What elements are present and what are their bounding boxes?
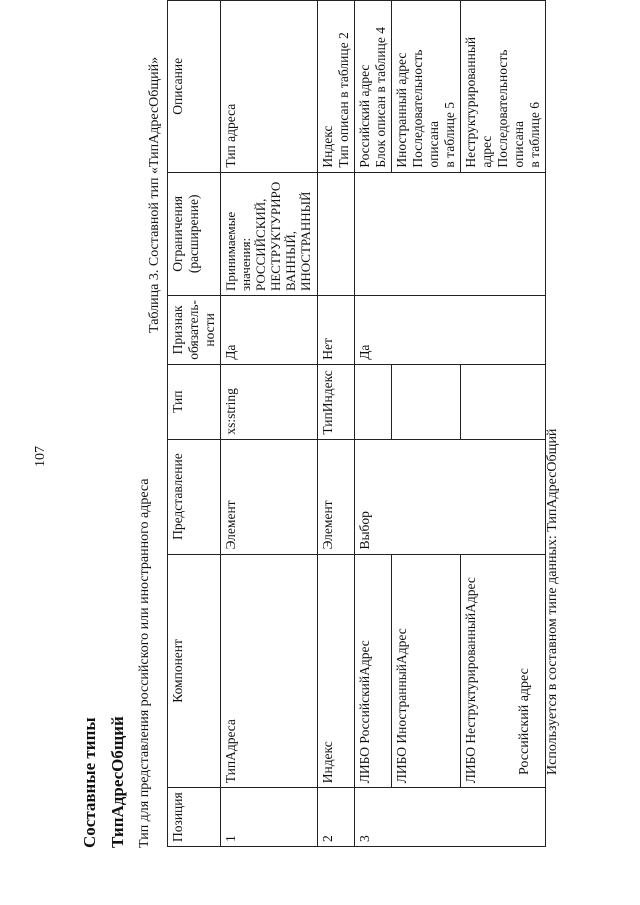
cell-type <box>355 364 392 439</box>
cell-description <box>355 1 392 173</box>
cell-description <box>392 1 461 173</box>
cell-type <box>392 364 461 439</box>
cell-required: Да <box>221 296 318 365</box>
cell-representation: Выбор <box>355 439 392 554</box>
cell-restrictions <box>318 172 355 295</box>
cell-representation <box>392 439 461 554</box>
description-line: Неструктурированный адрес <box>463 36 494 168</box>
cell-component: ЛИБО ИностранныйАдрес <box>392 554 461 788</box>
cell-restrictions <box>221 172 318 295</box>
description-line: Индекс <box>320 125 335 168</box>
header-description: Описание <box>168 1 221 173</box>
table-row <box>392 1 461 847</box>
cell-description <box>318 1 355 173</box>
cell-component: ЛИБО НеструктурированныйАдрес <box>461 554 546 788</box>
cell-position: 1 <box>221 788 318 847</box>
table-caption: Таблица 3. Составной тип «ТипАдресОбщий» <box>147 56 162 333</box>
table-row <box>318 1 355 847</box>
table-row <box>355 1 392 847</box>
cell-component: Индекс <box>318 554 355 788</box>
restriction-line: ИНОСТРАННЫЙ <box>298 191 313 292</box>
cell-position: 2 <box>318 788 355 847</box>
description-line: в таблице 6 <box>527 101 542 168</box>
description-line: Блок описан в таблице 4 <box>373 27 388 168</box>
description-line: Тип адреса <box>223 103 238 168</box>
description-line: Последовательность описана <box>495 49 526 168</box>
type-name: ТипАдресОбщий <box>108 716 127 848</box>
cell-description <box>461 1 546 173</box>
cell-required: Нет <box>318 296 355 365</box>
cell-required: Да <box>355 296 392 365</box>
cell-type <box>461 364 546 439</box>
cell-required <box>461 296 546 365</box>
cell-description <box>221 1 318 173</box>
section-title: Составные типы <box>80 717 99 848</box>
table-row <box>221 1 318 847</box>
cell-component: ЛИБО РоссийскийАдрес <box>355 554 392 788</box>
description-line: Российский адрес <box>357 64 372 168</box>
cell-position <box>392 788 461 847</box>
description-line: в таблице 5 <box>442 101 457 168</box>
restriction-line: ВАННЫЙ, <box>283 231 298 292</box>
table-header-row <box>168 1 221 847</box>
cell-restrictions <box>355 172 392 295</box>
description-line: Последовательность описана <box>410 49 441 168</box>
page-number: 107 <box>33 446 48 467</box>
restriction-line: РОССИЙСКИЙ, <box>253 198 268 292</box>
cell-representation: Элемент <box>221 439 318 554</box>
header-position: Позиция <box>168 788 221 847</box>
type-description: Тип для представления российского или иностранного адреса <box>137 478 152 848</box>
cell-representation <box>461 439 546 554</box>
header-required: Признак обязатель-ности <box>168 296 221 365</box>
footer-text: Используется в составном типе данных: ТипАдресОбщий <box>545 428 560 775</box>
description-line: Иностранный адрес <box>394 52 409 168</box>
composite-type-table <box>167 0 546 847</box>
restriction-line: значения: <box>238 237 253 292</box>
cell-position: 3 <box>355 788 392 847</box>
cell-type: ТипИндекс <box>318 364 355 439</box>
header-representation: Представление <box>168 439 221 554</box>
cell-representation: Элемент <box>318 439 355 554</box>
header-restrictions: Ограничения (расширение) <box>168 172 221 295</box>
cell-position <box>461 788 546 847</box>
restriction-line: Принимаемые <box>223 211 238 292</box>
cell-restrictions <box>461 172 546 295</box>
restriction-line: НЕСТРУКТУРИРО <box>268 181 283 292</box>
cell-restrictions <box>392 172 461 295</box>
header-type: Тип <box>168 364 221 439</box>
description-line: Тип описан в таблице 2 <box>336 32 351 168</box>
footer-title: Российский адрес <box>517 668 532 775</box>
header-component: Компонент <box>168 554 221 788</box>
cell-component: ТипАдреса <box>221 554 318 788</box>
cell-required <box>392 296 461 365</box>
cell-type: xs:string <box>221 364 318 439</box>
